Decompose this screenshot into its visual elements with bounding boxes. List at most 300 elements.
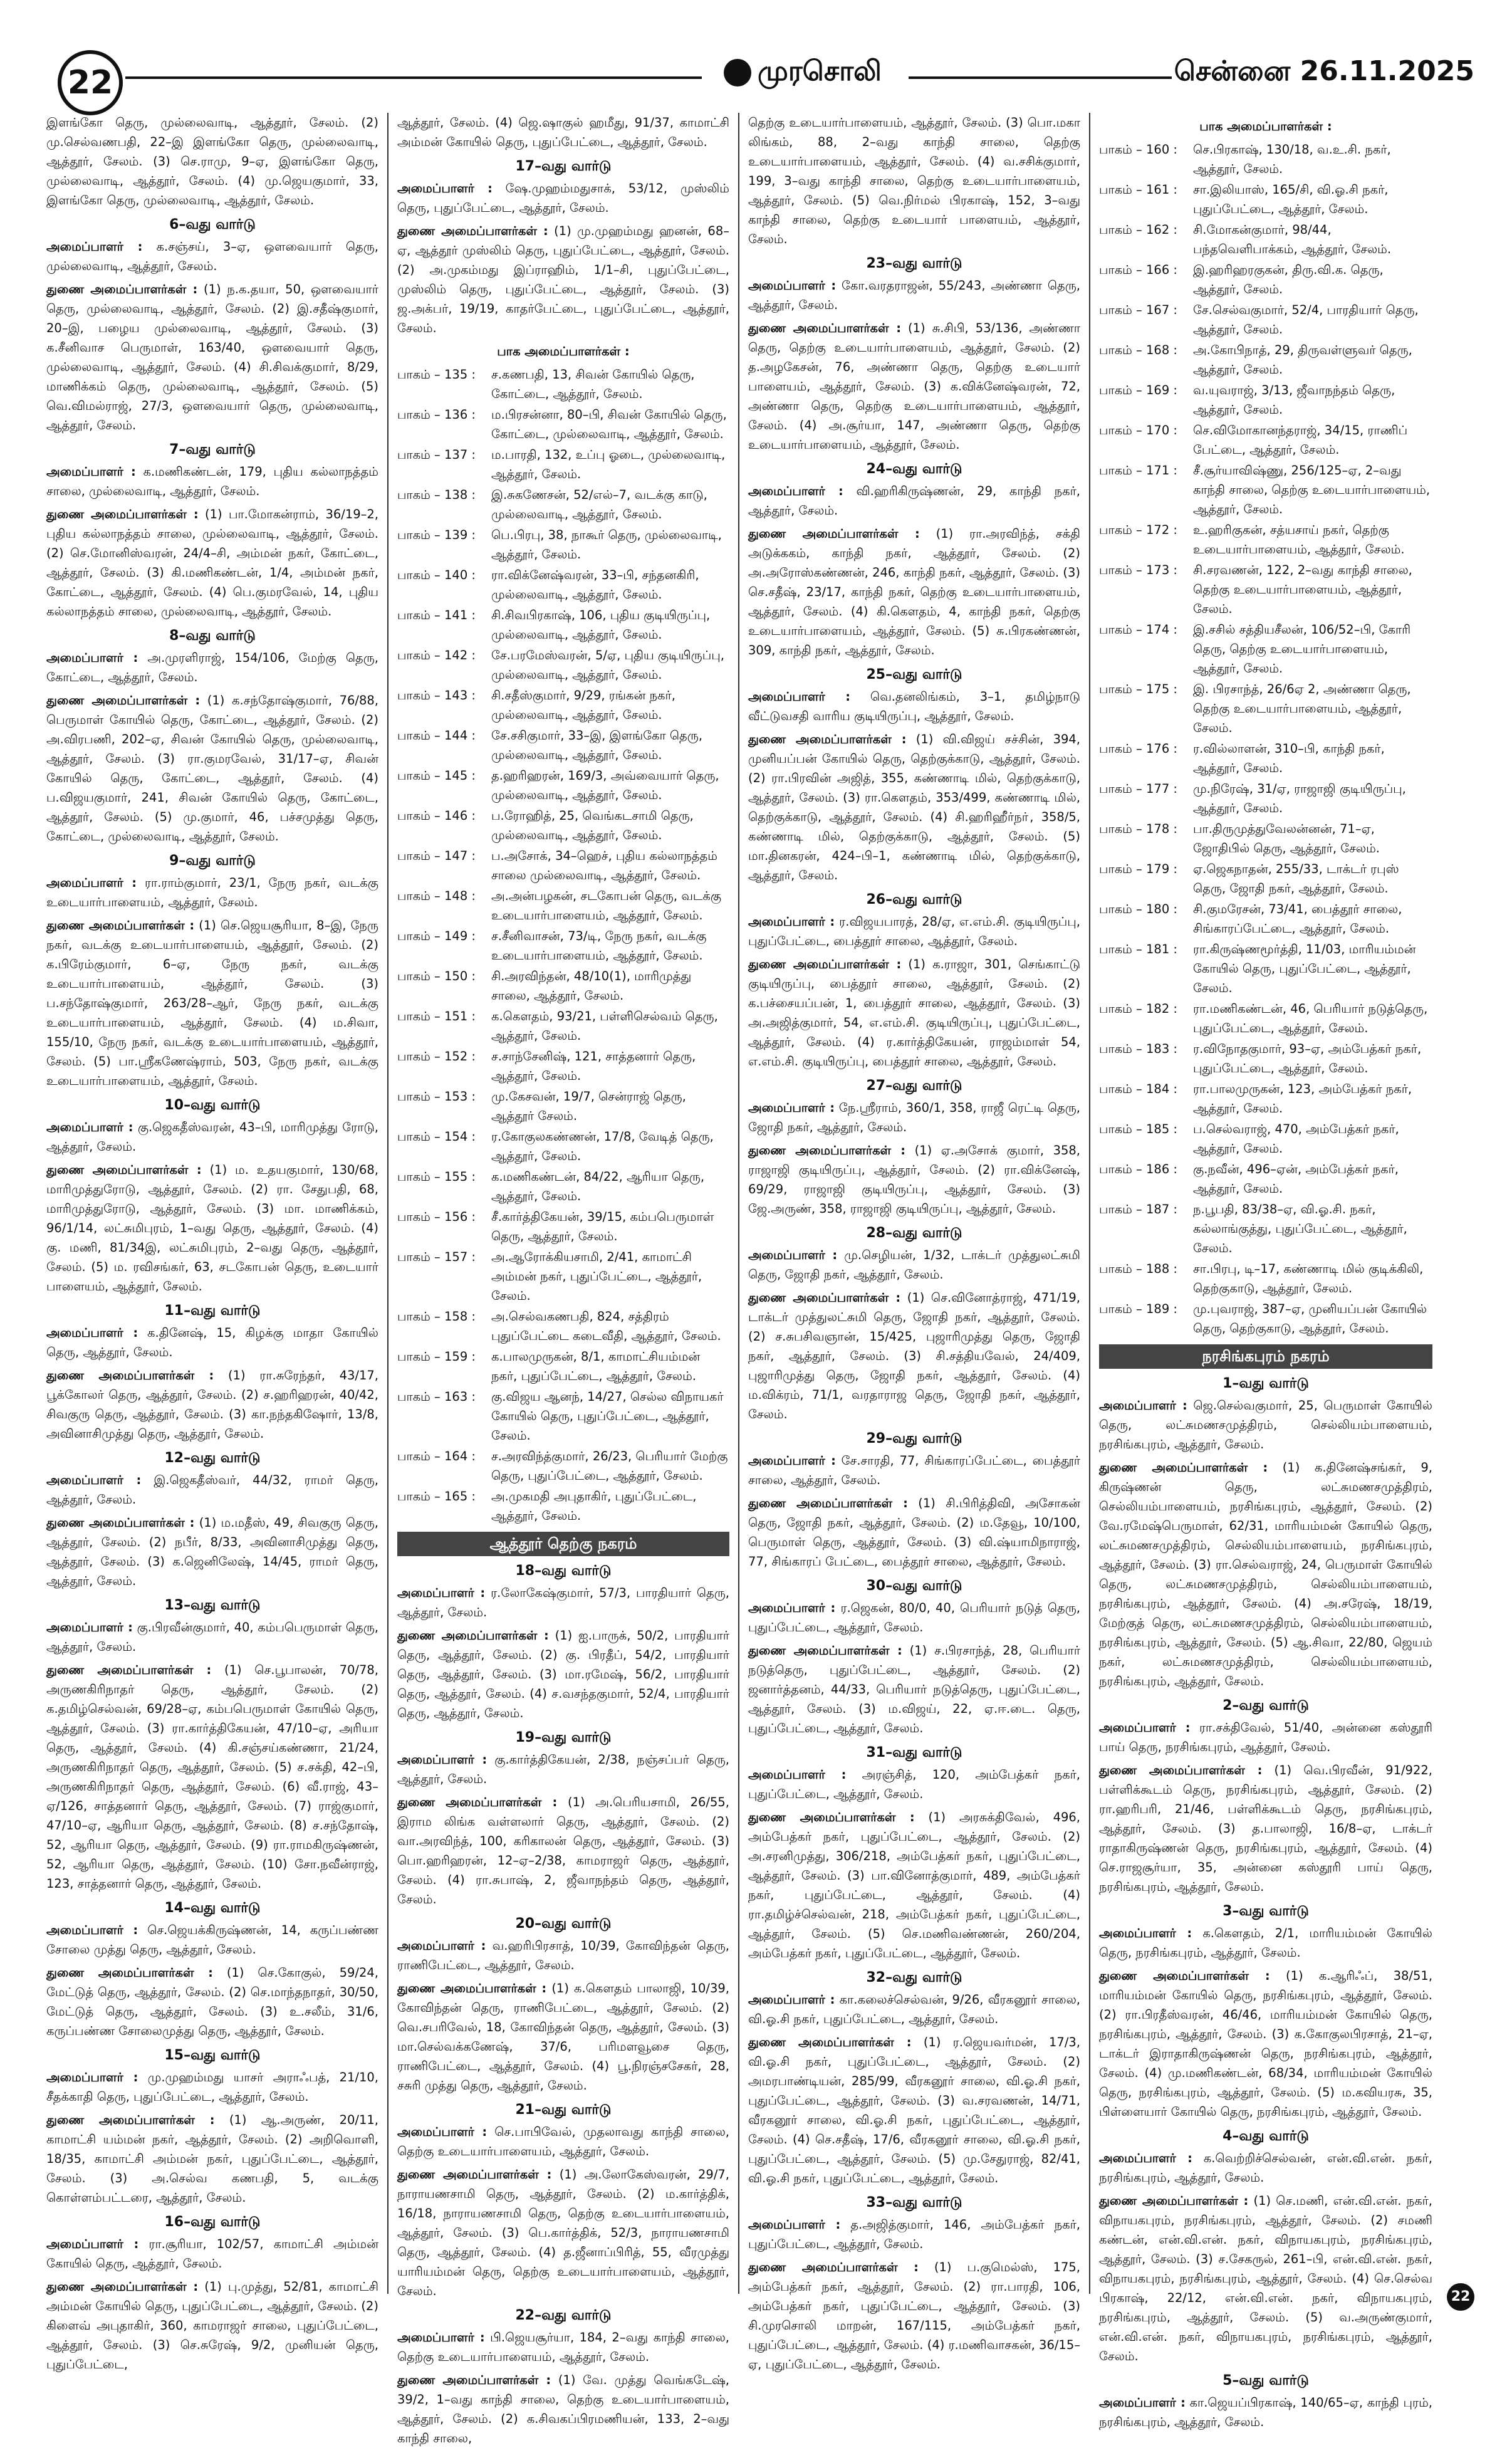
booth-number: பாகம் – 187 : — [1099, 1202, 1177, 1216]
member-text: க.வெற்றிச்செல்வன், என்.வி.என். நகர், நரசிங்கபுரம், ஆத்தூர், சேலம். — [1099, 2151, 1433, 2185]
booth-entry — [397, 605, 729, 644]
booth-entry — [1099, 1119, 1432, 1158]
booth-number: பாகம் – 176 : — [1099, 741, 1177, 756]
member-paragraph — [748, 687, 1080, 726]
booth-entry — [1099, 560, 1432, 619]
ward-heading: 16–வது வார்டு — [164, 2214, 261, 2230]
member-paragraph — [46, 2110, 378, 2207]
member-text: கு.ஜெகதீஸ்வரன், 43–பி, மாரிமுத்து ரோடு, ஆத்தூர், சேலம். — [46, 1120, 378, 1154]
booth-organizer: சே.சசிகுமார், 33–இ, இளங்கோ தெரு, முல்லைவாடி, ஆத்தூர், சேலம். — [491, 728, 703, 762]
booth-entry — [397, 686, 729, 724]
member-text: (1) ம.மதீஸ், 49, சிவகுரு தெரு, ஆத்தூர், சேலம். (2) நபீர், 8/33, அவினாசிமுத்து தெரு, ஆத்தூர், சேலம். (3) க.ஜெனிலேஷ், 14/45, ராமர் தெரு, ஆத்தூர், சேலம். — [46, 1515, 378, 1588]
role-label: துணை அமைப்பாளர்கள் : — [46, 2279, 199, 2294]
booth-number: பாகம் – 171 : — [1099, 463, 1177, 478]
role-label: அமைப்பாளர் : — [46, 1326, 138, 1340]
member-text: (1) வே. முத்து வெங்கடேஷ், 39/2, 1–வது காந்தி சாலை, தெற்கு உடையார்பாளையம், ஆத்தூர், சேலம். (2) க.சிவகப்பிரமணியன், 133, 2–வது காந்தி சாலை, — [397, 2373, 730, 2445]
booth-organizer: ரா.விக்னேஷ்வரன், 33–பி, சந்தனகிரி, முல்லைவாடி, ஆத்தூர், சேலம். — [491, 568, 699, 602]
member-paragraph — [397, 1936, 729, 1975]
member-text: (1) சி.பிரித்திவி, அசோகன் தெரு, ஜோதி நகர், ஆத்தூர், சேலம். (2) ம.தேவூ, 10/100, பெருமாள் தெரு, ஆத்தூர், சேலம். (3) வி.ஷ்யாமிநாராஜ், 77, சிங்காரப் பேட்டை, பைத்தூர் சாலை, ஆத்தூர், சேலம். — [748, 1496, 1080, 1569]
role-label: அமைப்பாளர் : — [1099, 2395, 1186, 2410]
member-paragraph — [1099, 2148, 1432, 2187]
member-paragraph — [46, 1160, 378, 1296]
ward-heading: 25–வது வார்டு — [866, 667, 962, 683]
role-label: துணை அமைப்பாளர்கள் : — [1099, 2194, 1249, 2208]
member-text: இ.ஜெகதீஸ்வர், 44/32, ராமர் தெரு, ஆத்தூர், சேலம். — [46, 1473, 378, 1507]
booth-entry — [397, 886, 729, 925]
booth-entry — [397, 726, 729, 765]
member-paragraph — [397, 1626, 729, 1723]
booth-number: பாகம் – 189 : — [1099, 1302, 1177, 1316]
booth-number: பாகம் – 160 : — [1099, 142, 1177, 157]
booth-organizer: சி.மோகன்குமார், 98/44, பந்தவெளிபாக்கம், ஆத்தூர், சேலம். — [1193, 222, 1392, 256]
member-text: (1) ப.குமெல்ஸ், 175, அம்பேத்கர் நகர், ஆத்தூர், சேலம். (2) ரா.பாரதி, 106, அம்பேத்கர் நகர், புதுப்பேட்டை, ஆத்தூர், சேலம். (3) சி.முரசொலி மாறன், 167/115, அம்பேத்கர் நகர், புதுப்பேட்டை, ஆத்தூர், சேலம். (4) ர.மணிவாசகன், 36/15–ஏ, புதுப்பேட்டை, ஆத்தூர், சேலம். — [748, 2260, 1081, 2372]
booth-organizer: க.பாலமுருகன், 8/1, காமாட்சியம்மன் நகர், புதுப்பேட்டை, ஆத்தூர், சேலம். — [491, 1349, 701, 1383]
booth-entry — [397, 1167, 729, 1206]
member-paragraph — [46, 648, 378, 687]
booth-entry — [397, 485, 729, 524]
member-paragraph — [1099, 2191, 1432, 2366]
booth-number: பாகம் – 141 : — [397, 608, 476, 622]
role-label: அமைப்பாளர் : — [46, 2070, 138, 2084]
member-paragraph — [748, 1098, 1080, 1137]
booth-number: பாகம் – 185 : — [1099, 1122, 1177, 1136]
member-text: (1) அ.லோகேஸ்வரன், 29/7, நாராயணசாமி தெரு, ஆத்தூர், சேலம். (2) ம.கார்த்திக், 16/18, நாராயணசாமி தெரு, தெற்கு உடையார்பாளையம், ஆத்தூர், சேலம். (3) பெ.கார்த்திக், 52/3, நாராயணசாமி தெரு, ஆத்தூர், சேலம். (4) த.ஜீனாப்பிரித், 55, வீரமுத்து யாரியம்மன் தெரு, தெற்கு உடையார்பாளையம், ஆத்தூர், சேலம். — [397, 2167, 729, 2298]
role-label: அமைப்பாளர் : — [748, 1101, 835, 1115]
booth-number: பாகம் – 177 : — [1099, 782, 1177, 796]
booth-number: பாகம் – 150 : — [397, 969, 476, 983]
member-text: (1) ஆ.அருண், 20/11, காமாட்சி யம்மன் நகர், ஆத்தூர், சேலம். (2) அறிவொளி, 18/35, காமாட்சி அம்மன் நகர், புதுப்பேட்டை, ஆத்தூர், சேலம். (3) அ.செல்வ கணபதி, 5, வடக்கு கொள்ளம்பட்டரை, ஆத்தூர், சேலம். — [46, 2113, 378, 2205]
role-label: துணை அமைப்பாளர்கள் : — [1099, 1460, 1268, 1475]
booth-entry — [1099, 620, 1432, 678]
booth-organizer: சா.இலியாஸ், 165/சி, வி.ஓ.சி நகர், புதுப்பேட்டை, ஆத்தூர், சேலம். — [1193, 182, 1389, 216]
booth-organizer: கு.விஜய ஆனந், 14/27, செல்ல விநாயகர் கோயில் தெரு, புதுப்பேட்டை, ஆத்தூர், சேலம். — [491, 1389, 724, 1443]
booth-number: பாகம் – 148 : — [397, 889, 476, 903]
member-paragraph — [748, 730, 1080, 885]
role-label: துணை அமைப்பாளர்கள் : — [748, 321, 901, 335]
booth-number: பாகம் – 178 : — [1099, 822, 1177, 836]
member-paragraph — [748, 1641, 1080, 1738]
newspaper-logo — [724, 55, 882, 91]
booth-entry — [397, 1127, 729, 1166]
member-text: (1) ர.ஜெயவர்மன், 17/3, வி.ஓ.சி நகர், புதுப்பேட்டை, ஆத்தூர், சேலம். (2) அமரபாண்டியன், 285/99, வீரகனூர் சாலை, வி.ஓ.சி நகர், புதுப்பேட்டை, ஆத்தூர், சேலம். (3) வ.சரவணன், 14/71, வீரகனூர் சாலை, வி.ஓ.சி நகர், புதுப்பேட்டை, ஆத்தூர், சேலம். (4) செ.சதீஷ், 17/6, வீரகனூர் சாலை, வி.ஓ.சி நகர், புதுப்பேட்டை, ஆத்தூர், சேலம். (5) மு.சேதுராஜ், 82/41, வி.ஓ.சி நகர், புதுப்பேட்டை, ஆத்தூர், சேலம். — [748, 2035, 1081, 2185]
column-2 — [388, 113, 739, 2445]
booth-number: பாகம் – 155 : — [397, 1169, 476, 1184]
booth-number: பாகம் – 138 : — [397, 488, 476, 502]
booth-number: பாகம் – 163 : — [397, 1389, 476, 1404]
role-label: அமைப்பாளர் : — [46, 1473, 142, 1487]
role-label: துணை அமைப்பாளர்கள் : — [397, 1981, 547, 1996]
member-paragraph — [46, 462, 378, 501]
booth-organizer: மு.கேசவன், 19/7, சென்ராஜ் தெரு, ஆத்தூர் சேலம். — [491, 1089, 686, 1123]
member-paragraph — [397, 179, 729, 217]
member-text: ரா.சூரியா, 102/57, காமாட்சி அம்மன் கோயில் தெரு, ஆத்தூர், சேலம். — [46, 2237, 378, 2271]
booth-number: பாகம் – 146 : — [397, 808, 476, 823]
ward-heading: 7–வது வார்டு — [169, 442, 256, 458]
member-text: ரா.சக்திவேல், 51/40, அன்னை கஸ்தூரி பாய் தெரு, நரசிங்கபுரம், ஆத்தூர், சேலம். — [1099, 1720, 1432, 1754]
role-label: துணை அமைப்பாளர்கள் : — [748, 732, 907, 746]
role-label: அமைப்பாளர் : — [748, 484, 843, 498]
booth-organizer: செ.பிரகாஷ், 130/18, வ.உ.சி. நகர், ஆத்தூர், சேலம். — [1193, 142, 1391, 176]
booth-organizer: ப.ரோஹித், 25, வெங்கடசாமி தெரு, முல்லைவாடி, ஆத்தூர், சேலம். — [491, 808, 694, 842]
member-text: பி.ஜெயசூர்யா, 184, 2–வது காந்தி சாலை, தெற்கு உடையார்பாளையம், ஆத்தூர், சேலம். — [397, 2330, 729, 2364]
booth-organizer: ரா.கிருஷ்ணமூர்த்தி, 11/03, மாரியம்மன் கோயில் தெரு, புதுப்பேட்டை, ஆத்தூர், சேலம். — [1193, 942, 1416, 995]
booth-organizer: இ.சசில் சத்தியசீலன், 106/52–பி, கோரி தெரு, தெற்கு உடையார்பாளையம், ஆத்தூர், சேலம். — [1193, 622, 1411, 676]
member-paragraph — [748, 1807, 1080, 1963]
booth-entry — [397, 926, 729, 965]
member-text: ர.ஜெகன், 80/0, 40, பெரியார் நடுத் தெரு, புதுப்பேட்டை, ஆத்தூர், சேலம். — [748, 1601, 1080, 1635]
booth-number: பாகம் – 135 : — [397, 367, 476, 382]
booth-entry — [397, 766, 729, 805]
booth-entry — [1099, 1039, 1432, 1078]
booth-number: பாகம் – 179 : — [1099, 862, 1177, 876]
booth-entry — [1099, 520, 1432, 559]
member-text: (1) க.கௌதம் பாலாஜி, 10/39, கோவிந்தன் தெரு, ராணிபேட்டை, ஆத்தூர், சேலம். (2) வெ.சபரிவேல், 18, கோவிந்தன் தெரு, ஆத்தூர், சேலம். (3) மா.செல்வக்கணேஷ், 37/6, பரிமளவூசை தெரு, ராணிபேட்டை, ஆத்தூர், சேலம். (4) பூ.நிரஞ்சசேகர், 28, சசுரி முத்து தெரு, ஆத்தூர், சேலம். — [397, 1981, 729, 2093]
booth-entry — [397, 1207, 729, 1246]
ward-heading: 1–வது வார்டு — [1223, 1376, 1309, 1391]
booth-number: பாகம் – 168 : — [1099, 343, 1177, 357]
booth-number: பாகம் – 170 : — [1099, 423, 1177, 437]
booth-entry — [397, 1047, 729, 1085]
booth-organizer: மு.நிரேஷ், 31/ஏ, ராஜாஜி குடியிருப்பு, ஆத்தூர், சேலம். — [1193, 782, 1406, 815]
member-text: மு.முஹம்மது யாசர் அராஃபத், 21/10, சீதக்காதி தெரு, புதுப்பேட்டை, ஆத்தூர், சேலம். — [46, 2070, 378, 2104]
member-text: கா.ஜெயப்பிரகாஷ், 140/65–ஏ, காந்தி புரம், நரசிங்கபுரம், ஆத்தூர், சேலம். — [1099, 2395, 1432, 2429]
member-paragraph — [46, 916, 378, 1091]
member-text: (1) பா.மோகன்ராம், 36/19–2, புதிய கல்லாநத்தம் சாலை, முல்லைவாடி, ஆத்தூர், சேலம். (2) செ.மோனிஸ்வரன், 24/4–சி, அம்மன் நகர், கோட்டை, ஆத்தூர், சேலம். (3) கி.மணிகண்டன், 1/4, அம்மன் நகர், கோட்டை, ஆத்தூர், சேலம். (4) பெ.குமரவேல், 14, புதிய கல்லாநத்தம் சாலை, முல்லைவாடி, ஆத்தூர், சேலம். — [46, 507, 378, 619]
booth-number: பாகம் – 145 : — [397, 768, 476, 783]
ward-heading: 33–வது வார்டு — [866, 2195, 962, 2210]
booth-organizer: ர.வில்லாளன், 310–பி, காந்தி நகர், ஆத்தூர், சேலம். — [1193, 741, 1385, 775]
booth-number: பாகம் – 144 : — [397, 728, 476, 743]
booth-number: பாகம் – 172 : — [1099, 523, 1177, 537]
role-label: அமைப்பாளர் : — [397, 1752, 487, 1767]
member-text: (1) செ.பூபாலன், 70/78, அருணகிரிநாதர் தெரு, ஆத்தூர், சேலம். (2) க.தமிழ்செல்வன், 69/28–ஏ, கம்பபெருமாள் கோயில் தெரு, ஆத்தூர், சேலம். (3) ரா.கார்த்திகேயன், 47/10–ஏ, அரியா தெரு, ஆத்தூர், சேலம். (4) கி.சஞ்சய்கண்ணா, 21/24, அருணகிரிநாதர் தெரு, ஆத்தூர், சேலம். (5) ச.சக்தி, 42–பி, அருணகிரிநாதர் தெரு, ஆத்தூர், சேலம். (6) வீ.ராஜ், 43–ஏ/126, சாத்தனார் தெரு, ஆத்தூர், சேலம். (7) ராஜ்குமார், 47/10–ஏ, ஆரியா தெரு, ஆத்தூர், சேலம். (8) ச.சந்தோஷ், 52, ஆரியா தெரு, ஆத்தூர், சேலம். (9) ரா.ராமகிருஷ்ணன், 52, ஆரியா தெரு, ஆத்தூர், சேலம். (10) சோ.நவீன்ராஜ், 123, சாத்தனார் தெரு, ஆத்தூர், சேலம். — [46, 1663, 378, 1891]
member-paragraph — [46, 2068, 378, 2106]
booth-entry — [1099, 180, 1432, 219]
role-label: அமைப்பாளர் : — [397, 1938, 486, 1953]
member-text: கோ.வரதராஜன், 55/243, அண்ணா தெரு, ஆத்தூர், சேலம். — [748, 278, 1080, 312]
booth-organizer: அ.முகமதி அபுதாகிர், புதுப்பேட்டை, ஆத்தூர், சேலம். — [491, 1489, 697, 1523]
member-text: ர.லோகேஷ்குமார், 57/3, பாரதியார் தெரு, ஆத்தூர், சேலம். — [397, 1586, 729, 1619]
ward-heading: 29–வது வார்டு — [866, 1431, 962, 1446]
member-paragraph — [46, 1470, 378, 1509]
booth-number: பாகம் – 182 : — [1099, 1002, 1177, 1016]
role-label: துணை அமைப்பாளர்கள் : — [46, 1368, 214, 1383]
booth-organizer: சி.சரவணன், 122, 2–வது காந்தி சாலை, தெற்கு உடையார்பாளையம், ஆத்தூர், சேலம். — [1193, 563, 1412, 616]
member-paragraph — [46, 1618, 378, 1656]
ward-heading: 32–வது வார்டு — [866, 1970, 962, 1985]
ward-heading: 12–வது வார்டு — [164, 1450, 261, 1466]
role-label: துணை அமைப்பாளர்கள் : — [748, 526, 920, 541]
ward-heading: 10–வது வார்டு — [164, 1097, 261, 1113]
member-text: இளங்கோ தெரு, முல்லைவாடி, ஆத்தூர், சேலம். (2) மு.செல்வணபதி, 22–இ இளங்கோ தெரு, முல்லைவாடி, ஆத்தூர், சேலம். (3) செ.ராமு, 9–ஏ, இளங்கோ தெரு, முல்லைவாடி, ஆத்தூர், சேலம். (4) மு.ஜெயகுமார், 33, இளங்கோ தெரு, முல்லைவாடி, ஆத்தூர், சேலம். — [46, 115, 378, 207]
role-label: துணை அமைப்பாளர்கள் : — [46, 2113, 215, 2127]
member-text: (1) அ.பெரியசாமி, 26/55, இராம லிங்க வள்ளலார் தெரு, ஆத்தூர், சேலம். (2) வா.அரவிந்த், 100, கரிகாலன் தெரு, ஆத்தூர், சேலம். (3) பொ.ஹரிஹரன், 12–ஏ–2/38, காமராஜர் தெரு, ஆத்தூர், சேலம். (4) ரா.சுபாஷ், 2, ஜீவாநந்தம் தெரு, ஆத்தூர், சேலம். — [397, 1795, 730, 1907]
booth-number: பாகம் – 152 : — [397, 1049, 476, 1064]
role-label: துணை அமைப்பாளர்கள் : — [748, 1496, 908, 1510]
member-paragraph — [46, 280, 378, 435]
ward-heading: 22–வது வார்டு — [515, 2308, 612, 2323]
booth-entry — [397, 365, 729, 404]
booth-organizer: வ.யுவராஜ், 3/13, ஜீவாநந்தம் தெரு, ஆத்தூர், சேலம். — [1193, 383, 1395, 417]
booth-number: பாகம் – 183 : — [1099, 1042, 1177, 1056]
booth-organizer: இ.ஹரிஹரகுகன், திரு.வி.க. தெரு, ஆத்தூர், சேலம். — [1193, 263, 1384, 296]
booth-organizer: செ.விமோகானந்தராஜ், 34/15, ராணிப் பேட்டை, ஆத்தூர், சேலம். — [1193, 423, 1408, 457]
booth-organizer: க.கௌதம், 93/21, பள்ளிசெல்வம் தெரு, ஆத்தூர், சேலம். — [491, 1009, 718, 1043]
booth-entry — [397, 1307, 729, 1346]
role-label: அமைப்பாளர் : — [748, 1453, 836, 1468]
ward-heading: 18–வது வார்டு — [515, 1563, 612, 1579]
role-label: அமைப்பாளர் : — [1099, 1720, 1191, 1735]
ward-heading: 21–வது வார்டு — [515, 2102, 612, 2118]
booth-entry — [1099, 421, 1432, 459]
booth-organizer: அ.அன்பழகன், சடகோபன் தெரு, வடக்கு உடையார்பாளையம், ஆத்தூர், சேலம். — [491, 889, 722, 923]
booth-entry — [1099, 1259, 1432, 1298]
role-label: அமைப்பாளர் : — [46, 464, 136, 479]
ward-heading: 24–வது வார்டு — [866, 461, 962, 477]
ward-heading: 4–வது வார்டு — [1223, 2128, 1309, 2144]
member-paragraph — [1099, 2393, 1432, 2432]
booth-number: பாகம் – 184 : — [1099, 1082, 1177, 1096]
booth-organizer: சி.குமரேசன், 73/41, பைத்தூர் சாலை, சிங்காரப்பேட்டை, ஆத்தூர், சேலம். — [1193, 902, 1402, 936]
member-text: வி.ஹரிகிருஷ்ணன், 29, காந்தி நகர், ஆத்தூர், சேலம். — [748, 484, 1080, 518]
member-paragraph — [46, 1513, 378, 1591]
column-4 — [1090, 113, 1441, 2429]
booth-entry — [397, 1247, 729, 1305]
ward-heading: 28–வது வார்டு — [866, 1225, 962, 1241]
member-text: சே.சாரதி, 77, சிங்காரப்பேட்டை, பைத்தூர் சாலை, ஆத்தூர், சேலம். — [748, 1453, 1080, 1487]
ward-heading: 8–வது வார்டு — [169, 628, 256, 644]
member-text: ரா.ராம்குமார், 23/1, நேரு நகர், வடக்கு உடையார்பாளையம், ஆத்தூர், சேலம். — [46, 876, 378, 909]
member-paragraph — [46, 113, 378, 210]
member-paragraph — [46, 1323, 378, 1362]
ward-heading: 26–வது வார்டு — [866, 892, 962, 908]
booth-organizer: ரா.பாலமுருகன், 123, அம்பேத்கர் நகர், ஆத்தூர், சேலம். — [1193, 1082, 1412, 1116]
role-label: துணை அமைப்பாளர்கள் : — [397, 1628, 549, 1643]
booth-entry — [1099, 899, 1432, 938]
member-text: தெற்கு உடையார்பாளையம், ஆத்தூர், சேலம். (3) பொ.மகா லிங்கம், 88, 2–வது காந்தி சாலை, தெற்கு உடையார்பாளையம், ஆத்தூர், சேலம். (4) வ.சசிக்குமார், 199, 3–வது காந்தி சாலை, தெற்கு உடையார்பாளையம், ஆத்தூர், சேலம். (5) வெ.நிர்மல் பிரகாஷ், 152, 3–வது காந்தி சாலை, தெற்கு உடையார் பாளையம், ஆத்தூர், சேலம். — [748, 115, 1080, 246]
member-paragraph — [748, 113, 1080, 249]
member-text: ர.விஜயபாரத், 28/ஏ, எ.எம்.சி. குடியிருப்பு, புதுப்பேட்டை, பைத்தூர் சாலை, ஆத்தூர், சேலம். — [748, 914, 1081, 948]
role-label: அமைப்பாளர் : — [748, 278, 837, 293]
booth-entry — [397, 1347, 729, 1386]
ward-heading: 31–வது வார்டு — [866, 1745, 962, 1760]
booth-entry — [397, 1487, 729, 1525]
member-paragraph — [748, 1598, 1080, 1637]
member-text: (1) ஐ.பாருக், 50/2, பாரதியார் தெரு, ஆத்தூர், சேலம். (2) கு. பிரதீப், 54/2, பாரதியார் தெரு, ஆத்தூர், சேலம். (3) மா.ரமேஷ், 56/2, பாரதியார் தெரு, ஆத்தூர், சேலம். (4) ச.வசந்தகுமார், 52/4, பாரதியார் தெரு, ஆத்தூர், சேலம். — [397, 1628, 729, 1720]
member-text: (1) சு.சிபி, 53/136, அண்ணா தெரு, தெற்கு உடையார்பாளையம், ஆத்தூர், சேலம். (2) த.அழகேசன், 76, அண்ணா தெரு, தெற்கு உடையார் பாளையம், ஆத்தூர், சேலம். (3) க.விக்னேஷ்வரன், 72, அண்ணா தெரு, தெற்கு உடையார்பாளையம், ஆத்தூர், சேலம். (4) அ.சூர்யா, 147, அண்ணா தெரு, தெற்கு உடையார்பாளையம், ஆத்தூர், சேலம். — [748, 321, 1080, 452]
role-label: அமைப்பாளர் : — [46, 1923, 138, 1937]
booth-organizer: மு.புவராஜ், 387–ஏ, முனியப்பன் கோயில் தெரு, தெற்குகாடு, ஆத்தூர், சேலம். — [1193, 1302, 1427, 1336]
member-text: கு.பிரவீன்குமார், 40, கம்பபெருமாள் தெரு, ஆத்தூர், சேலம். — [46, 1620, 378, 1654]
role-label: அமைப்பாளர் : — [1099, 2151, 1192, 2165]
booth-organizer: ப.அசோக், 34–ஹெச், புதிய கல்லாநத்தம் சாலை முல்லைவாடி, ஆத்தூர், சேலம். — [491, 849, 717, 882]
booth-number: பாகம் – 156 : — [397, 1210, 476, 1224]
role-label: அமைப்பாளர் : — [46, 1120, 133, 1134]
member-paragraph — [748, 1990, 1080, 2029]
role-label: அமைப்பாளர் : — [46, 1620, 133, 1635]
role-label: துணை அமைப்பாளர்கள் : — [46, 1163, 202, 1177]
member-paragraph — [748, 2215, 1080, 2254]
ward-heading: 19–வது வார்டு — [515, 1730, 612, 1745]
booth-entry — [397, 1387, 729, 1445]
booth-entry — [1099, 1079, 1432, 1118]
booth-number: பாகம் – 166 : — [1099, 263, 1177, 277]
member-paragraph — [397, 2122, 729, 2161]
booth-organizer: ச.சீனிவாசன், 73/டி, நேரு நகர், வடக்கு உடையார்பாளையம், ஆத்தூர், சேலம். — [491, 929, 707, 963]
member-paragraph — [397, 1583, 729, 1622]
member-paragraph — [46, 691, 378, 846]
booth-number: பாகம் – 147 : — [397, 849, 476, 863]
member-text: அரஞ்சித், 120, அம்பேத்கர் நகர், புதுப்பேட்டை, ஆத்தூர், சேலம். — [748, 1767, 1080, 1801]
member-text: க.சஞ்சய், 3–ஏ, ஒளவையார் தெரு, முல்லைவாடி, ஆத்தூர், சேலம். — [46, 239, 378, 273]
role-label: அமைப்பாளர் : — [748, 689, 851, 704]
booth-organizer: ந.பூபதி, 83/38–ஏ, வி.ஓ.சி. நகர், கல்லாங்குத்து, புதுப்பேட்டை, ஆத்தூர், சேலம். — [1193, 1202, 1407, 1255]
member-paragraph — [1099, 1923, 1432, 1962]
role-label: அமைப்பாளர் : — [1099, 1926, 1192, 1940]
booth-organizer: ர.கோகுலகண்ணன், 17/8, வேடித் தெரு, ஆத்தூர், சேலம். — [491, 1129, 714, 1163]
member-text: (1) ஏ.அசோக் குமார், 358, ராஜாஜி குடியிருப்பு, ஆத்தூர், சேலம். (2) ரா.விக்னேஷ், 69/29, ராஜாஜி குடியிருப்பு, ஆத்தூர், சேலம். (3) ஜே.அருண், 358, ராஜாஜி குடியிருப்பு, ஆத்தூர், சேலம். — [748, 1143, 1080, 1216]
member-text: (1) செ.ஜெயசூரியா, 8–இ, நேரு நகர், வடக்கு உடையார்பாளையம், ஆத்தூர், சேலம். (2) க.பிரேம்குமார், 6–ஏ, நேரு நகர், வடக்கு உடையார்பாளையம், ஆத்தூர், சேலம். (3) ப.சந்தோஷ்குமார், 263/28–ஆர், நேரு நகர், வடக்கு உடையார்பாளையம், ஆத்தூர், சேலம். (4) ம.சிவா, 155/10, நேரு நகர், வடக்கு உடையார்பாளையம், ஆத்தூர், சேலம். (5) பா.ஸ்ரீகணேஷ்ராம், 503, நேரு நகர், வடக்கு உடையார்பாளையம், ஆத்தூர், சேலம். — [46, 918, 378, 1088]
booth-organizer: இ. பிரசாந்த், 26/6ஏ 2, அண்ணா தெரு, தெற்கு உடையார்பாளையம், ஆத்தூர், சேலம். — [1193, 682, 1411, 735]
booth-number: பாகம் – 137 : — [397, 447, 476, 462]
booth-number: பாகம் – 167 : — [1099, 303, 1177, 317]
booth-number: பாகம் – 175 : — [1099, 682, 1177, 696]
member-paragraph — [748, 1451, 1080, 1490]
booth-organizer: க.மணிகண்டன், 84/22, ஆரியா தெரு, ஆத்தூர், சேலம். — [491, 1169, 705, 1203]
booth-number: பாகம் – 161 : — [1099, 182, 1177, 197]
member-paragraph — [748, 276, 1080, 315]
booth-number: பாகம் – 159 : — [397, 1349, 476, 1364]
booth-entry — [1099, 1159, 1432, 1198]
booth-organizer: ம.பாரதி, 132, உப்பு ஓடை, முல்லைவாடி, ஆத்தூர், சேலம். — [491, 447, 726, 481]
booth-entry — [1099, 1299, 1432, 1338]
booth-organizer: ரா.மணிகண்டன், 46, பெரியார் நடுத்தெரு, புதுப்பேட்டை, ஆத்தூர், சேலம். — [1193, 1002, 1428, 1035]
member-paragraph — [46, 1366, 378, 1443]
ward-heading: 17–வது வார்டு — [515, 159, 612, 174]
booth-entry — [397, 806, 729, 845]
booth-entry — [397, 1087, 729, 1126]
booth-number: பாகம் – 140 : — [397, 568, 476, 582]
role-label: துணை அமைப்பாளர்கள் : — [46, 1663, 212, 1677]
role-label: துணை அமைப்பாளர்கள் : — [397, 2373, 551, 2387]
member-paragraph — [748, 318, 1080, 454]
booth-entry — [397, 966, 729, 1005]
member-text: கு.கார்த்திகேயன், 2/38, நஞ்சப்பர் தெரு, ஆத்தூர், சேலம். — [397, 1752, 729, 1786]
booth-entry — [1099, 380, 1432, 419]
member-text: (1) மு.முஹம்மது ஹனன், 68–ஏ, ஆத்தூர் முஸ்லிம் தெரு, புதுப்பேட்டை, ஆத்தூர், சேலம். (2) அ.முகம்மது இப்ராஹிம், 1/1–சி, புதுப்பேட்டை, முஸ்லிம் தெரு, புதுப்பேட்டை, ஆத்தூர், சேலம். (3) ஜ.அக்பர், 19/19, காதர்பேட்டை, புதுப்பேட்டை, ஆத்தூர், சேலம். — [397, 224, 729, 335]
booth-entry — [1099, 220, 1432, 259]
booth-entry — [1099, 779, 1432, 818]
member-paragraph — [46, 1117, 378, 1156]
role-label: அமைப்பாளர் : — [397, 181, 493, 196]
page-number-badge: 22 — [58, 50, 123, 115]
section-banner: ஆத்தூர் தெற்கு நகரம் — [397, 1532, 729, 1556]
role-label: துணை அமைப்பாளர்கள் : — [46, 1965, 213, 1980]
member-paragraph — [397, 2165, 729, 2301]
booth-entry — [397, 525, 729, 564]
role-label: துணை அமைப்பாளர்கள் : — [1099, 1969, 1270, 1983]
member-paragraph — [46, 2234, 378, 2273]
ward-heading: 3–வது வார்டு — [1223, 1903, 1309, 1919]
booth-number: பாகம் – 180 : — [1099, 902, 1177, 916]
role-label: அமைப்பாளர் : — [46, 2237, 139, 2251]
member-paragraph — [397, 221, 729, 338]
member-paragraph — [748, 912, 1080, 951]
booth-number: பாகம் – 169 : — [1099, 383, 1177, 397]
booth-number: பாகம் – 173 : — [1099, 563, 1177, 577]
role-label: துணை அமைப்பாளர்கள் : — [46, 918, 195, 933]
booth-organizer: அ.ஆரோக்கியசாமி, 2/41, காமாட்சி அம்மன் நகர், புதுப்பேட்டை, ஆத்தூர், சேலம். — [491, 1250, 702, 1303]
booth-entry — [1099, 300, 1432, 339]
booth-organizer: ம.பிரசன்னா, 80–பி, சிவன் கோயில் தெரு, கோட்டை, முல்லைவாடி, ஆத்தூர், சேலம். — [491, 407, 727, 441]
booth-number: பாகம் – 136 : — [397, 407, 476, 422]
role-label: துணை அமைப்பாளர்கள் : — [748, 1290, 901, 1305]
role-label: துணை அமைப்பாளர்கள் : — [46, 282, 198, 296]
member-text: (1) க.தினேஷ்சங்கர், 9, கிருஷ்ணன் தெரு, லட்சுமணசமுத்திரம், செல்லியம்பாளையம், நரசிங்கபுரம், ஆத்தூர், சேலம். (2) வே.ரமேஷ்பெருமாள், 62/31, மாரியம்மன் கோயில் தெரு, லட்சுமணசமுத்திரம், செல்லியம்பாளையம், நரசிங்கபுரம், ஆத்தூர், சேலம். (3) ரா.செல்வராஜ், 24, பெருமாள் கோயில் தெரு, லட்சுமணசமுத்திரம், செல்லியம்பாளையம், நரசிங்கபுரம், ஆத்தூர், சேலம். (4) அ.சரேஷ், 18/19, மேற்குத் தெரு, லட்சுமணசமுத்திரம், செல்லியம்பாளையம், நரசிங்கபுரம், ஆத்தூர், சேலம். (5) ஆ.சிவா, 22/80, ஜெயம் நகர், லட்சுமணசமுத்திரம், செல்லியம்பாளையம், நரசிங்கபுரம், ஆத்தூர், சேலம். — [1099, 1460, 1432, 1688]
member-paragraph — [1099, 1760, 1432, 1896]
member-paragraph — [748, 1245, 1080, 1284]
ward-heading: 27–வது வார்டு — [866, 1078, 962, 1094]
member-paragraph — [46, 237, 378, 276]
booth-number: பாகம் – 164 : — [397, 1449, 476, 1463]
member-paragraph — [397, 2328, 729, 2367]
member-text: (1) ம. உதயகுமார், 130/68, மாரிமுத்துரோடு, ஆத்தூர், சேலம். (2) ரா. சேதுபதி, 68, மாரிமுத்துரோடு, ஆத்தூர், சேலம். (3) மா. மாணிக்கம், 96/1/14, லட்சுமிபுரம், 1–வது தெரு, ஆத்தூர், சேலம். (4) கு. மணி, 81/34இ, லட்சுமிபுரம், 2–வது தெரு, ஆத்தூர், சேலம். (5) ம. ரவிசங்கர், 63, சடகோபன் தெரு, உடையார் பாளையம், ஆத்தூர், சேலம். — [46, 1163, 378, 1294]
booth-entry — [1099, 260, 1432, 299]
member-text: (1) அரசுக்திவேல், 496, அம்பேத்கர் நகர், புதுப்பேட்டை, ஆத்தூர், சேலம். (2) அ.சரனிமுத்து, 306/218, அம்பேத்கர் நகர், புதுப்பேட்டை, ஆத்தூர், சேலம். (3) பா.வினோத்குமார், 489, அம்பேத்கர் நகர், புதுப்பேட்டை, ஆத்தூர், சேலம். (4) ரா.தமிழ்ச்செல்வன், 218, அம்பேத்கர் நகர், புதுப்பேட்டை, ஆத்தூர், சேலம். (5) செ.மணிவண்ணன், 260/204, அம்பேத்கர் நகர், புதுப்பேட்டை, ஆத்தூர், சேலம். — [748, 1810, 1081, 1960]
booth-organizer: சி.சதீஸ்குமார், 9/29, ரங்கன் நகர், முல்லைவாடி, ஆத்தூர், சேலம். — [491, 688, 675, 722]
member-text: (1) க.சந்தோஷ்குமார், 76/88, பெருமாள் கோயில் தெரு, கோட்டை, ஆத்தூர், சேலம். (2) அ.விரபணி, 202–ஏ, சிவன் கோயில் தெரு, முல்லைவாடி, ஆத்தூர், சேலம். (3) ரா.குமரவேல், 31/17–ஏ, சிவன் கோயில் தெரு, கோட்டை, ஆத்தூர், சேலம். (4) ப.விஜயகுமார், 241, சிவன் கோயில் தெரு, கோட்டை, ஆத்தூர், சேலம். (5) மு.குமார், 46, பச்சமுத்து தெரு, கோட்டை, முல்லைவாடி, ஆத்தூர், சேலம். — [46, 693, 378, 844]
section-banner: நரசிங்கபுரம் நகரம் — [1099, 1344, 1432, 1369]
ward-heading: 5–வது வார்டு — [1223, 2373, 1309, 2388]
booth-organizer: சி.அரவிந்தன், 48/10(1), மாரிமுத்து சாலை, ஆத்தூர், சேலம். — [491, 969, 692, 1003]
booth-number: பாகம் – 154 : — [397, 1129, 476, 1144]
booth-entry — [397, 445, 729, 484]
member-paragraph — [748, 2257, 1080, 2374]
member-paragraph — [748, 2032, 1080, 2188]
booth-organizer: அ.கோபிநாத், 29, திருவள்ளுவர் தெரு, ஆத்தூர், சேலம். — [1193, 343, 1412, 377]
booth-entry — [1099, 340, 1432, 379]
member-text: (1) செ.வினோத்ராஜ், 471/19, டாக்டர் முத்துலட்சுமி தெரு, ஜோதி நகர், ஆத்தூர், சேலம். (2) ச.சுபசிவஞான், 15/425, புஜாரிமுத்து தெரு, ஜோதி நகர், ஆத்தூர், சேலம். (3) சி.சத்தியவேல், 24/409, புஜாரிமுத்து தெரு, ஜோதி நகர், ஆத்தூர், சேலம். (4) ம.விக்ரம், 71/1, வரதாராஜ தெரு, ஜோதி நகர், ஆத்தூர், சேலம். — [748, 1290, 1080, 1421]
member-paragraph — [748, 481, 1080, 520]
booth-entry — [1099, 819, 1432, 858]
booth-organizer: பா.திருமுத்துவேலன்னன், 71–ஏ, ஜோதிபில் தெரு, ஆத்தூர், சேலம். — [1193, 822, 1380, 855]
booth-entry — [1099, 1200, 1432, 1258]
member-paragraph — [397, 1792, 729, 1909]
masthead — [38, 36, 1474, 105]
ward-heading: 9–வது வார்டு — [169, 853, 256, 869]
role-label: அமைப்பாளர் : — [46, 651, 138, 665]
booth-entry — [397, 565, 729, 604]
member-paragraph — [748, 1493, 1080, 1571]
member-text: (1) பு.முத்து, 52/81, காமாட்சி அம்மன் கோயில் தெரு, புதுப்பேட்டை, ஆத்தூர், சேலம். (2) கிளைவ் அபுதாகிர், 360, காமராஜர் சாலை, புதுப்பேட்டை, ஆத்தூர், சேலம். (3) செ.சுரேஷ், 9/2, முனியன் தெரு, புதுப்பேட்டை, — [46, 2279, 378, 2372]
masthead-rule-right — [909, 76, 1172, 79]
role-label: துணை அமைப்பாளர்கள் : — [748, 1810, 915, 1824]
booth-organizer: சீ.சூர்யாவிஷ்ணு, 256/125–ஏ, 2–வது காந்தி சாலை, தெற்கு உடையார்பாளையம், ஆத்தூர், சேலம். — [1193, 463, 1431, 516]
booth-number: பாகம் – 153 : — [397, 1089, 476, 1104]
booth-organizer: சே.பரமேஸ்வரன், 5/ஏ, புதிய குடியிருப்பு, முல்லைவாடி, ஆத்தூர், சேலம். — [491, 648, 724, 682]
role-label: துணை அமைப்பாளர்கள் : — [748, 2035, 912, 2049]
booth-entry — [397, 846, 729, 885]
member-text: அ.முரளிராஜ், 154/106, மேற்கு தெரு, கோட்டை, ஆத்தூர், சேலம். — [46, 651, 378, 684]
booth-organizer: சா.பிரபு, டி–17, கண்ணாடி மில் குடிக்கிலி, தெற்குகாடு, ஆத்தூர், சேலம். — [1193, 1262, 1424, 1295]
member-text: நே.ஸ்ரீராம், 360/1, 358, ராஜீ ரெட்டி தெரு, ஜோதி நகர், ஆத்தூர், சேலம். — [748, 1101, 1080, 1134]
member-paragraph — [748, 1765, 1080, 1804]
role-label: அமைப்பாளர் : — [748, 1767, 847, 1782]
booth-number: பாகம் – 149 : — [397, 929, 476, 943]
booth-entry — [1099, 461, 1432, 519]
member-text: கா.கலைச்செல்வன், 9/26, வீரகனூர் சாலை, வி.ஓ.சி நகர், புதுப்பேட்டை, ஆத்தூர், சேலம். — [748, 1992, 1080, 2026]
booth-entry — [1099, 679, 1432, 738]
